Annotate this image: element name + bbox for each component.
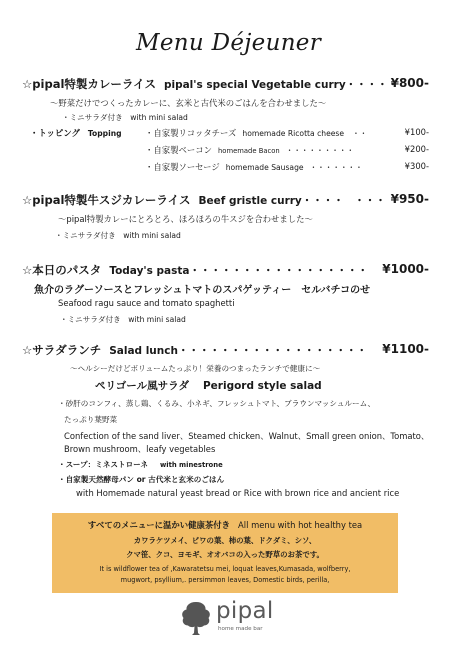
salad-ingredients-en-1: Confection of the sand liver、Steamed chicken、Walnut、Small green onion、Tomato、 bbox=[64, 431, 430, 441]
salad-bread: ・自家製天然酵母パン or 古代米と玄米のごはん bbox=[58, 475, 225, 484]
topping-bacon-price: ¥200- bbox=[404, 144, 429, 154]
beef-price: ¥950- bbox=[390, 192, 429, 206]
page-title: Menu Déjeuner bbox=[135, 30, 322, 56]
pasta-dish-en: Seafood ragu sauce and tomato spaghetti bbox=[58, 298, 235, 308]
topping-ricotta: ・自家製リコッタチーズ homemade Ricotta cheese ・・ bbox=[145, 128, 368, 138]
tea-line-2: カワラケツメイ、ビワの葉、柿の葉、ドクダミ、シソ、 bbox=[133, 536, 317, 545]
beef-heading bbox=[22, 192, 386, 208]
salad-description: ～ヘルシーだけどボリュームたっぷり！栄養のつまったランチで健康に～ bbox=[70, 364, 321, 373]
pasta-side: ・ミニサラダ付き with mini salad bbox=[60, 315, 186, 324]
curry-heading bbox=[22, 76, 398, 92]
logo-name: pipal bbox=[216, 598, 274, 624]
salad-heading bbox=[22, 342, 367, 358]
salad-ingredients-en-2: Brown mushroom、leafy vegetables bbox=[64, 444, 216, 454]
curry-price: ¥800- bbox=[390, 76, 429, 90]
tea-line-3: クマ笹、クコ、ヨモギ、オオバコの入った野草のお茶です。 bbox=[126, 550, 324, 559]
pipal-logo bbox=[180, 599, 290, 637]
pasta-heading bbox=[22, 262, 368, 278]
pasta-price: ¥1000- bbox=[382, 262, 429, 276]
beef-name: ☆pipal特製牛スジカレーライス bbox=[22, 193, 191, 207]
logo-subtitle: home made bar bbox=[218, 626, 263, 632]
tree-icon bbox=[180, 600, 212, 636]
salad-dish: ペリゴール風サラダ Perigord style salad bbox=[95, 380, 322, 392]
topping-ricotta-price: ¥100- bbox=[404, 127, 429, 137]
salad-ingredients-ja-1: ・砂肝のコンフィ、蒸し鶏、くるみ、小ネギ、フレッシュトマト、ブラウンマッシュルーム、 bbox=[58, 399, 376, 408]
curry-description: ～野菜だけでつくったカレーに、玄米と古代米のごはんを合わせました～ bbox=[50, 98, 327, 108]
salad-soup: ・スープ：ミネストローネ with minestrone bbox=[58, 460, 223, 469]
pasta-dish: 魚介のラグーソースとフレッシュトマトのスパゲッティー セルバチコのせ bbox=[34, 285, 371, 296]
curry-name: ☆pipal特製カレーライス bbox=[22, 77, 156, 91]
salad-ingredients-ja-2: たっぷり葉野菜 bbox=[64, 415, 118, 424]
beef-side: ・ミニサラダ付き with mini salad bbox=[55, 231, 181, 240]
tea-line-4: It is wildflower tea of ,Kawaratetsu mei, loquat leaves,Kumasada, wolfberry, bbox=[99, 565, 351, 573]
salad-name: ☆サラダランチ bbox=[22, 343, 102, 357]
salad-price: ¥1100- bbox=[382, 342, 429, 356]
curry-side: ・ミニサラダ付き with mini salad bbox=[62, 113, 188, 122]
beef-description: ～pipal特製カレーにとろとろ、ほろほろの牛スジを合わせました～ bbox=[58, 214, 313, 224]
topping-sausage: ・自家製ソーセージ homemade Sausage ・・・・・・・ bbox=[145, 162, 363, 172]
salad-bread-en: with Homemade natural yeast bread or Rice with brown rice and ancient rice bbox=[76, 488, 400, 498]
salad-name-en: Salad lunch・・・・・・・・・・・・・・・・・・ bbox=[109, 345, 367, 357]
curry-name-en: pipal's special Vegetable curry・・・・・ bbox=[163, 79, 399, 91]
tea-line-1: すべてのメニューに温かい健康茶付き All menu with hot healthy tea bbox=[87, 520, 363, 530]
topping-sausage-price: ¥300- bbox=[404, 161, 429, 171]
pasta-name-en: Today's pasta・・・・・・・・・・・・・・・・・ bbox=[109, 265, 368, 277]
curry-topping-label: ・トッピング Topping bbox=[30, 128, 122, 138]
tea-info-box bbox=[52, 513, 398, 593]
pasta-name: ☆本日のパスタ bbox=[22, 263, 102, 277]
beef-name-en: Beef gristle curry・・・・ ・・・ bbox=[198, 195, 386, 207]
tea-line-5: mugwort, psyllium,. persimmon leaves, Domestic birds, perilla, bbox=[120, 576, 330, 584]
topping-bacon: ・自家製ベーコン homemade Bacon ・・・・・・・・・ bbox=[145, 145, 355, 155]
